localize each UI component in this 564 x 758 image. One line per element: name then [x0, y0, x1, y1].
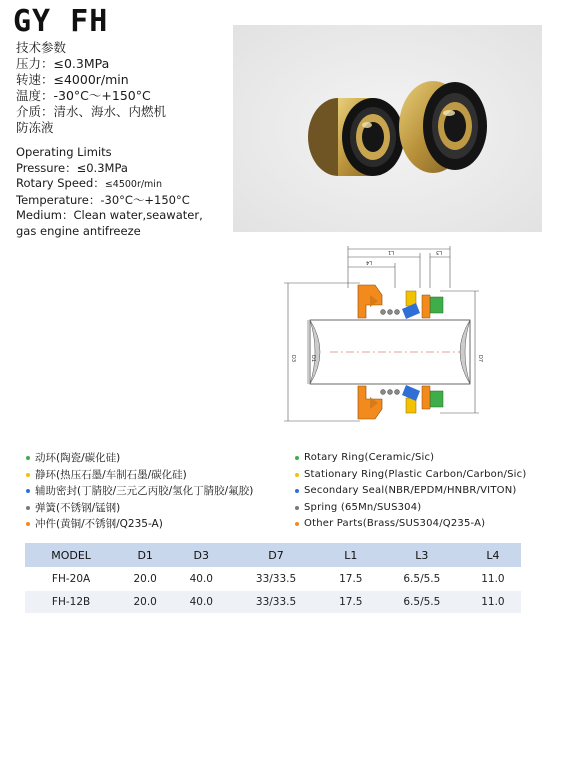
legend-cn-item: 弹簧(不锈钢/锰钢) — [26, 500, 253, 517]
seal-left — [308, 98, 404, 176]
col-model: MODEL — [25, 543, 117, 568]
legend-en-item: Secondary Seal(NBR/EPDM/HNBR/VITON) — [295, 483, 526, 500]
cn-medium-line1: 介质：清水、海水、内燃机 — [16, 104, 167, 119]
legend-en-item: Stationary Ring(Plastic Carbon/Carbon/Sic) — [295, 467, 526, 484]
bullet-icon — [295, 456, 299, 460]
cell: 11.0 — [465, 591, 521, 614]
shaft — [310, 320, 470, 384]
en-speed-value: ≤4500r/min — [104, 179, 162, 190]
legend-en-item: Rotary Ring(Ceramic/Sic) — [295, 450, 526, 467]
cell: 17.5 — [323, 568, 379, 591]
en-heading: Operating Limits — [16, 145, 112, 159]
cell: 11.0 — [465, 568, 521, 591]
legend-en-item: Spring (65Mn/SUS304) — [295, 500, 526, 517]
cell: 33/33.5 — [229, 568, 322, 591]
col-l3: L3 — [379, 543, 465, 568]
technical-drawing — [270, 243, 510, 433]
bullet-icon — [26, 506, 30, 510]
bullet-icon — [26, 522, 30, 526]
legend-en — [295, 450, 526, 533]
dim-L4: L4 — [366, 259, 372, 265]
cn-pressure: 压力：≤0.3MPa — [16, 56, 110, 71]
legend-cn-item: 冲件(黄铜/不锈钢/Q235-A) — [26, 516, 253, 533]
legend-cn-item: 静环(热压石墨/车制石墨/碳化硅) — [26, 467, 253, 484]
page-title: GY FH — [13, 4, 109, 39]
seal-upper-half — [358, 285, 443, 319]
dim-D7: D7 — [477, 355, 483, 363]
seal-photo-illustration — [233, 25, 542, 232]
col-d1: D1 — [117, 543, 173, 568]
dim-D1: D1 — [310, 355, 316, 363]
dimensions-table — [25, 543, 521, 613]
operating-limits-en — [16, 145, 231, 239]
cell: 33/33.5 — [229, 591, 322, 614]
cell: FH-20A — [25, 568, 117, 591]
legend-cn-item: 辅助密封(丁腈胶/三元乙丙胶/氢化丁腈胶/氟胶) — [26, 483, 253, 500]
table-row — [25, 591, 521, 614]
cross-section-svg — [270, 243, 510, 433]
cell: 20.0 — [117, 568, 173, 591]
cn-medium-line2: 防冻液 — [16, 120, 54, 135]
cell: 17.5 — [323, 591, 379, 614]
en-medium-line2: gas engine antifreeze — [16, 223, 141, 238]
col-d7: D7 — [229, 543, 322, 568]
bullet-icon — [295, 473, 299, 477]
bullet-icon — [26, 473, 30, 477]
en-speed — [16, 176, 231, 193]
product-photo — [233, 25, 542, 232]
en-temperature: Temperature：-30°C～+150°C — [16, 192, 190, 207]
technical-parameters-cn — [16, 40, 231, 136]
col-l1: L1 — [323, 543, 379, 568]
col-l4: L4 — [465, 543, 521, 568]
seal-lower-half — [358, 385, 443, 419]
dim-D3: D3 — [290, 355, 296, 363]
cell: 20.0 — [117, 591, 173, 614]
legend-cn-item: 动环(陶瓷/碳化硅) — [26, 450, 253, 467]
bullet-icon — [295, 522, 299, 526]
cell: 6.5/5.5 — [379, 568, 465, 591]
cn-temperature: 温度：-30°C～+150°C — [16, 88, 151, 103]
bullet-icon — [26, 489, 30, 493]
table-header-row — [25, 543, 521, 568]
cell: 40.0 — [173, 568, 229, 591]
cell: FH-12B — [25, 591, 117, 614]
bullet-icon — [295, 489, 299, 493]
bullet-icon — [295, 506, 299, 510]
cn-speed: 转速：≤4000r/min — [16, 72, 129, 87]
dim-L3: L3 — [436, 249, 442, 255]
seal-right — [399, 81, 487, 173]
bullet-icon — [26, 456, 30, 460]
table-row — [25, 568, 521, 591]
en-medium-line1: Medium：Clean water,seawater, — [16, 208, 203, 222]
cn-heading: 技术参数 — [16, 40, 67, 55]
cell: 6.5/5.5 — [379, 591, 465, 614]
en-speed-label: Rotary Speed： — [16, 176, 105, 190]
dim-L1: L1 — [388, 249, 394, 255]
legend-en-item: Other Parts(Brass/SUS304/Q235-A) — [295, 516, 526, 533]
col-d3: D3 — [173, 543, 229, 568]
legend-cn — [26, 450, 253, 533]
en-pressure: Pressure：≤0.3MPa — [16, 160, 128, 175]
cell: 40.0 — [173, 591, 229, 614]
